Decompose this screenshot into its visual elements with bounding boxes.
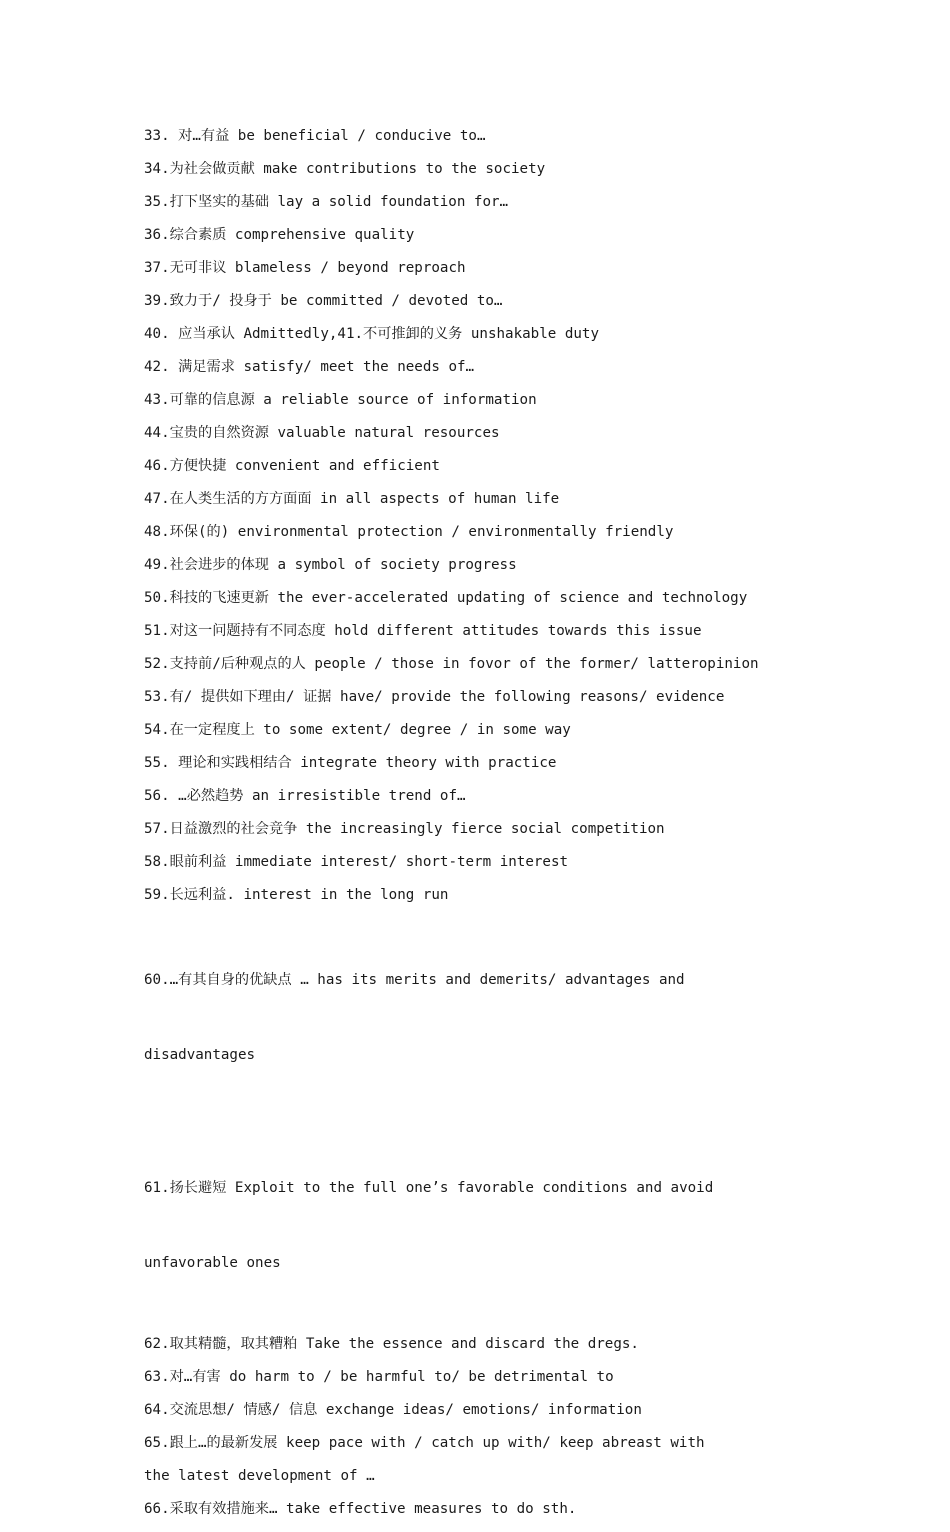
phrase-list bbox=[144, 126, 804, 1532]
list-item: 37.无可非议 blameless / beyond reproach bbox=[144, 260, 466, 276]
list-item: 35.打下坚实的基础 lay a solid foundation for… bbox=[144, 194, 509, 210]
list-item: 36.综合素质 comprehensive quality bbox=[144, 227, 415, 243]
list-item: 48.环保(的) environmental protection / environmentally friendly bbox=[144, 524, 674, 540]
list-item: 43.可靠的信息源 a reliable source of information bbox=[144, 392, 537, 408]
list-item: 57.日益激烈的社会竞争 the increasingly fierce social competition bbox=[144, 821, 665, 837]
list-item: the latest development of … bbox=[144, 1468, 375, 1484]
list-item: 33. 对…有益 be beneficial / conducive to… bbox=[144, 128, 486, 144]
list-item: 65.跟上…的最新发展 keep pace with / catch up with/ keep abreast with bbox=[144, 1435, 705, 1451]
entry-line: 60.…有其自身的优缺点 … has its merits and demerits/ advantages and bbox=[144, 972, 685, 988]
list-item: 63.对…有害 do harm to / be harmful to/ be detrimental to bbox=[144, 1369, 614, 1385]
list-item: 52.支持前/后种观点的人 people / those in fovor of the former/ latteropinion bbox=[144, 656, 759, 672]
entry-line: 61.扬长避短 Exploit to the full one’s favorable conditions and avoid bbox=[144, 1180, 714, 1196]
list-item: 64.交流思想/ 情感/ 信息 exchange ideas/ emotions/ information bbox=[144, 1402, 642, 1418]
list-item: 55. 理论和实践相结合 integrate theory with practice bbox=[144, 755, 557, 771]
list-item: 53.有/ 提供如下理由/ 证据 have/ provide the following reasons/ evidence bbox=[144, 689, 725, 705]
list-item: 44.宝贵的自然资源 valuable natural resources bbox=[144, 425, 500, 441]
list-item-wrapped bbox=[144, 1126, 804, 1326]
list-item: 39.致力于/ 投身于 be committed / devoted to… bbox=[144, 293, 503, 309]
list-item: 47.在人类生活的方方面面 in all aspects of human life bbox=[144, 491, 560, 507]
list-item-wrapped bbox=[144, 918, 804, 1118]
list-item: 51.对这一问题持有不同态度 hold different attitudes towards this issue bbox=[144, 623, 702, 639]
list-item: 40. 应当承认 Admittedly,41.不可推卸的义务 unshakable duty bbox=[144, 326, 600, 342]
list-item: 62.取其精髓，取其糟粕 Take the essence and discard the dregs. bbox=[144, 1336, 639, 1352]
list-item: 50.科技的飞速更新 the ever-accelerated updating of science and technology bbox=[144, 590, 748, 606]
list-item: 66.采取有效措施来… take effective measures to do sth. bbox=[144, 1501, 577, 1517]
list-item: 59.长远利益. interest in the long run bbox=[144, 887, 449, 903]
list-item: 34.为社会做贡献 make contributions to the society bbox=[144, 161, 546, 177]
list-item: 58.眼前利益 immediate interest/ short-term interest bbox=[144, 854, 569, 870]
list-item: 56. …必然趋势 an irresistible trend of… bbox=[144, 788, 466, 804]
list-item: 49.社会进步的体现 a symbol of society progress bbox=[144, 557, 517, 573]
entry-line: disadvantages bbox=[144, 1047, 256, 1063]
list-item: 54.在一定程度上 to some extent/ degree / in some way bbox=[144, 722, 571, 738]
entry-line: unfavorable ones bbox=[144, 1255, 281, 1271]
list-item: 42. 满足需求 satisfy/ meet the needs of… bbox=[144, 359, 475, 375]
list-item: 46.方便快捷 convenient and efficient bbox=[144, 458, 440, 474]
